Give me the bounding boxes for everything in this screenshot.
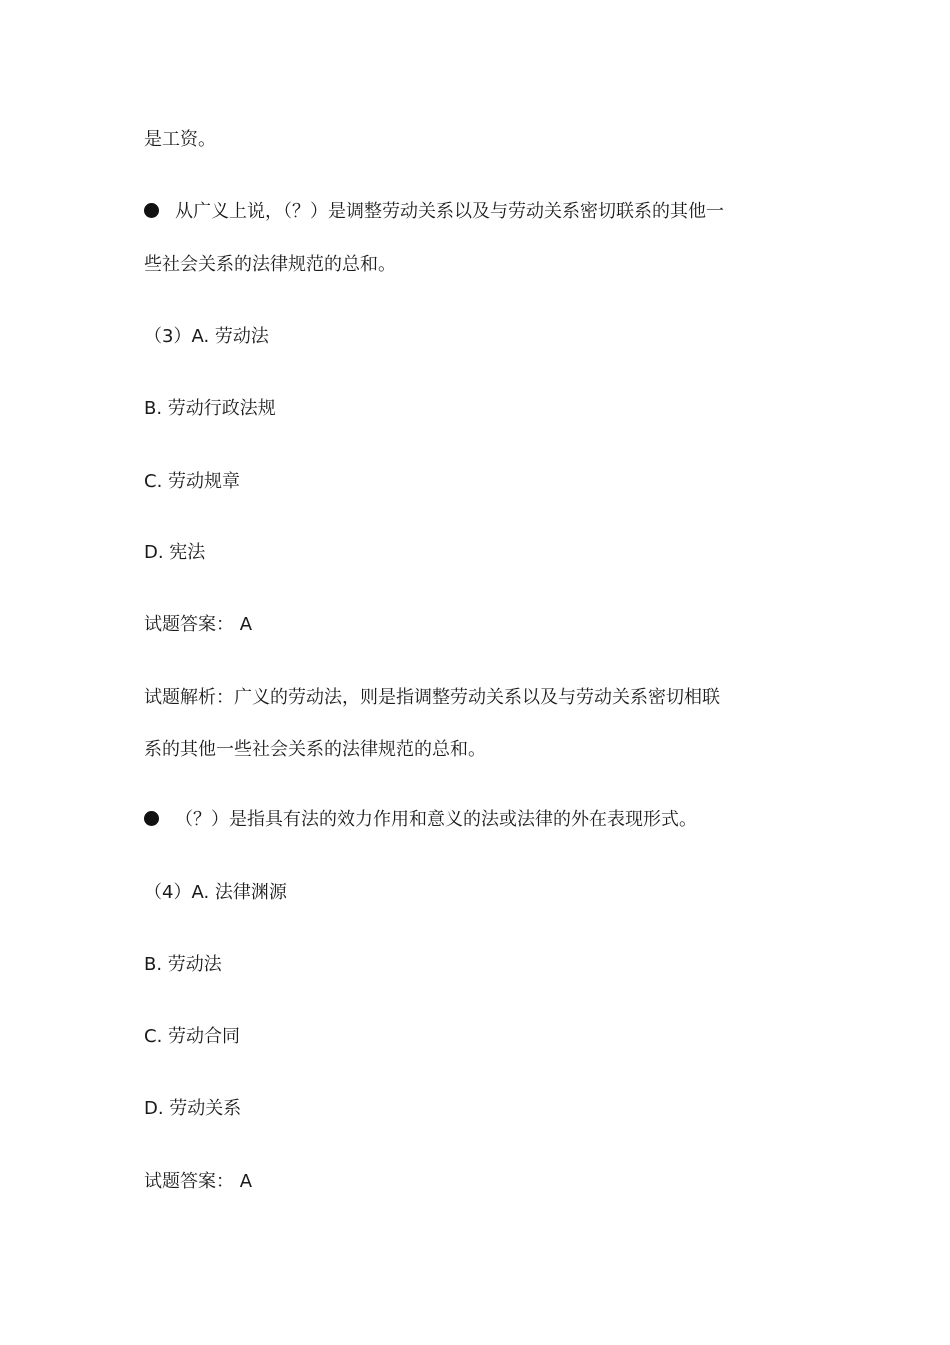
question-4-option-c: C. 劳动合同 <box>144 1026 241 1047</box>
question-4-option-a: （4）A. 法律渊源 <box>144 882 287 903</box>
question-3-option-c: C. 劳动规章 <box>144 471 241 492</box>
question-3-stem <box>144 200 724 224</box>
bullet-icon <box>144 203 159 218</box>
question-4-stem <box>144 808 697 832</box>
bullet-icon <box>144 811 159 826</box>
text-line: 是工资。 <box>144 129 216 150</box>
question-4-option-b: B. 劳动法 <box>144 954 222 975</box>
question-4-answer: 试题答案： A <box>144 1171 253 1192</box>
question-3-explanation-cont: 系的其他一些社会关系的法律规范的总和。 <box>144 739 486 760</box>
question-4-option-d: D. 劳动关系 <box>144 1098 242 1119</box>
question-3-explanation: 试题解析：广义的劳动法，则是指调整劳动关系以及与劳动关系密切相联 <box>144 687 720 708</box>
question-3-answer: 试题答案： A <box>144 614 253 635</box>
question-3-option-b: B. 劳动行政法规 <box>144 398 276 419</box>
question-3-stem-cont: 些社会关系的法律规范的总和。 <box>144 254 396 275</box>
question-3-stem-text: 从广义上说，（？）是调整劳动关系以及与劳动关系密切联系的其他一 <box>175 201 724 222</box>
question-3-option-d: D. 宪法 <box>144 542 206 563</box>
question-3-option-a: （3）A. 劳动法 <box>144 326 269 347</box>
question-4-stem-text: （？）是指具有法的效力作用和意义的法或法律的外在表现形式。 <box>175 809 697 830</box>
